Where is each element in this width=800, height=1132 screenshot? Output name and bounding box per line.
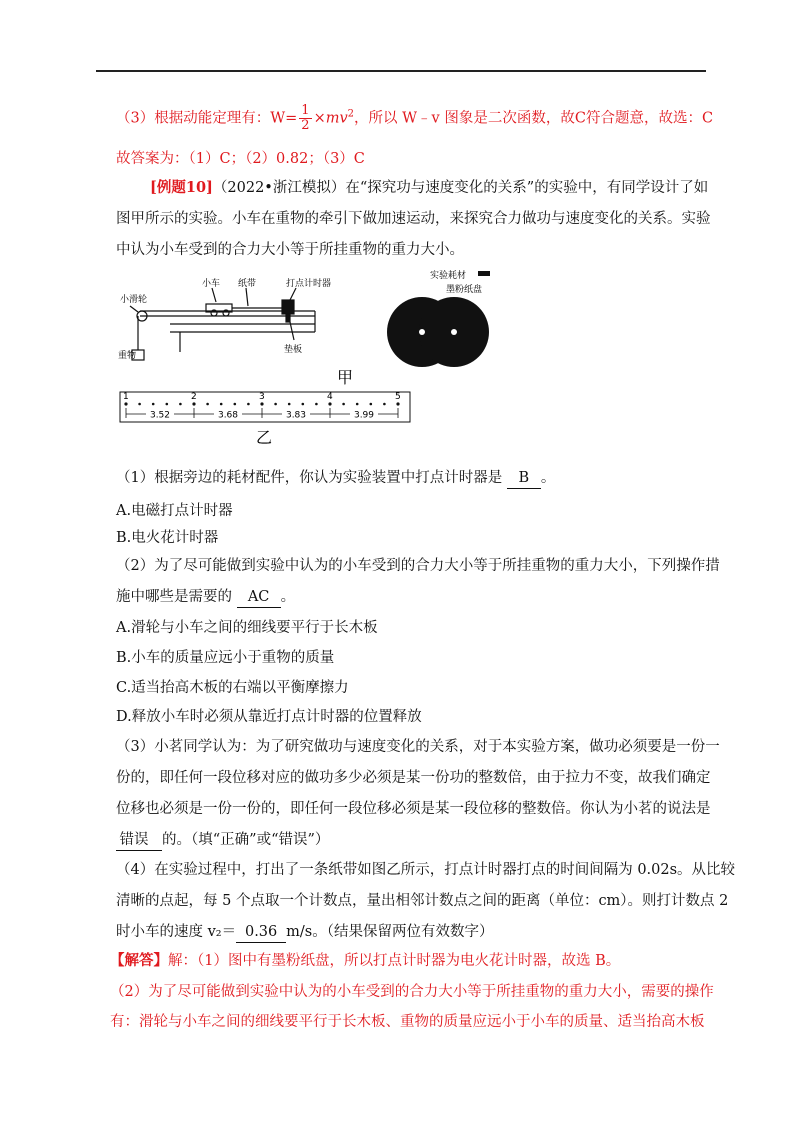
example-source: （2022•浙江模拟）	[212, 180, 346, 196]
tape-strip	[120, 392, 410, 422]
label-ink-disc: 墨粉纸盘	[446, 285, 483, 295]
tape-dot	[247, 403, 250, 406]
times-sign: ×	[313, 110, 326, 127]
q1-stem	[116, 468, 716, 489]
tape-dot	[288, 403, 291, 406]
distance-label: 3.68	[217, 410, 239, 421]
distance-label: 3.99	[353, 410, 375, 421]
count-point-label: 1	[123, 392, 129, 402]
q4-unit: m/s。（结果保留两位有效数字）	[286, 924, 494, 940]
q4-line-1: （4）在实验过程中，打出了一条纸带如图乙所示，打点计时器打点的时间间隔为 0.02s。从比较	[116, 862, 736, 878]
q3-line-2: 份的，即任何一段位移对应的做功多少必须是某一份功的整数倍，由于拉力不变，故我们确定	[116, 770, 711, 786]
example-line-2: 图甲所示的实验。小车在重物的牵引下做加速运动，来探究合力做功与速度变化的关系。实验	[116, 211, 711, 227]
q1-stem-text: （1）根据旁边的耗材配件，你认为实验装置中打点计时器是	[116, 470, 503, 486]
q4-answer: 0.36	[236, 922, 286, 943]
distance-label: 3.83	[285, 410, 307, 421]
solution-line-1	[110, 951, 710, 971]
tape-pointer	[246, 288, 248, 306]
distance-label: 3.52	[149, 410, 171, 421]
q1-option-b: B.电火花计时器	[116, 530, 219, 546]
q1-end: 。	[540, 470, 556, 486]
q2-option-a: A.滑轮与小车之间的细线要平行于长木板	[116, 620, 378, 636]
solution-line-2: （2）为了尽可能做到实验中认为的小车受到的合力大小等于所挂重物的重力大小，需要的操作	[110, 984, 714, 1000]
tape-dot	[234, 403, 237, 406]
ink-disc-left-hole	[419, 329, 425, 335]
pulley-pointer	[130, 306, 138, 312]
example-line-1	[150, 178, 750, 198]
tape-dot	[152, 403, 155, 406]
solution-tag: 【解答】	[110, 952, 168, 969]
tape-dot	[342, 403, 345, 406]
q3-tail: 的。（填“正确”或“错误”）	[162, 832, 330, 848]
q3-answer: 错误	[116, 830, 162, 851]
prev-answer-q3	[116, 104, 716, 133]
q3-lead: （3）根据动能定理有：W=	[116, 110, 298, 127]
q1-option-a: A.电磁打点计时器	[116, 503, 233, 519]
count-point-label: 5	[395, 392, 401, 402]
q2-option-c: C.适当抬高木板的右端以平衡摩擦力	[116, 680, 349, 696]
fraction-denominator: 2	[301, 118, 310, 133]
timer-pointer	[290, 288, 296, 300]
exponent: 2	[347, 108, 355, 120]
tape-dot	[302, 403, 305, 406]
solution-line-3: 有：滑轮与小车之间的细线要平行于长木板、重物的质量应远小于小车的质量、适当抬高木板	[110, 1014, 705, 1030]
prev-final-answer: 故答案为：（1）C；（2）0.82；（3）C	[116, 151, 365, 167]
mass-symbol: m	[325, 110, 340, 127]
example-text-1: 在“探究功与速度变化的关系”的实验中，有同学设计了如	[345, 180, 709, 196]
count-point-label: 3	[259, 392, 265, 402]
label-yi: 乙	[256, 428, 273, 447]
tape-dot	[356, 403, 359, 406]
example-line-3: 中认为小车受到的合力大小等于所挂重物的重力大小。	[116, 242, 464, 258]
consumable-swatch	[478, 271, 490, 276]
count-point-label: 2	[191, 392, 197, 402]
count-point-dot	[124, 402, 127, 405]
count-point-dot	[260, 402, 263, 405]
label-tape: 纸带	[238, 279, 257, 289]
q2-answer: AC	[237, 587, 281, 608]
header-rule	[96, 70, 706, 72]
label-timer: 打点计时器	[286, 279, 332, 289]
count-point-label: 4	[327, 392, 333, 402]
label-consumable: 实验耗材	[430, 271, 467, 281]
example-tag: [例题10]	[150, 179, 213, 196]
pad-block	[286, 314, 290, 322]
q4-line-3	[116, 922, 716, 943]
q2-stem-2	[116, 587, 716, 608]
q2-stem-1: （2）为了尽可能做到实验中认为的小车受到的合力大小等于所挂重物的重力大小，下列操作措	[116, 558, 720, 574]
count-point-dot	[396, 402, 399, 405]
label-cart: 小车	[202, 279, 221, 289]
label-jia: 甲	[337, 368, 354, 387]
tape-dot	[383, 403, 386, 406]
tape-dot	[274, 403, 277, 406]
q3-line-1: （3）小茗同学认为：为了研究做功与速度变化的关系，对于本实验方案，做功必须要是一份一	[116, 739, 720, 755]
q3-line-4	[116, 830, 716, 851]
q2-stem-text: 施中哪些是需要的	[116, 589, 232, 605]
q2-option-d: D.释放小车时必须从靠近打点计时器的位置释放	[116, 709, 422, 725]
timer-body	[282, 300, 294, 314]
solution-text-1: 解：（1）图中有墨粉纸盘，所以打点计时器为电火花计时器，故选 B。	[168, 953, 621, 969]
tape-dot	[138, 403, 141, 406]
cart-pointer	[212, 288, 216, 302]
fraction-numerator: 1	[301, 103, 310, 118]
q3-tail: ，所以 W﹣v 图象是二次函数，故C符合题意，故选：C	[354, 110, 714, 127]
label-pad: 垫板	[284, 345, 303, 355]
tape-dot	[220, 403, 223, 406]
experiment-figure	[110, 266, 630, 452]
tape-dot	[315, 403, 318, 406]
velocity-symbol: v	[339, 110, 348, 127]
tape-dot	[179, 403, 182, 406]
q2-option-b: B.小车的质量应远小于重物的质量	[116, 650, 335, 666]
q1-answer: B	[507, 468, 541, 489]
count-point-dot	[328, 402, 331, 405]
label-pulley: 小滑轮	[120, 295, 148, 305]
label-weight: 重物	[118, 351, 137, 361]
ink-disc-right-hole	[451, 329, 457, 335]
tape-dot	[206, 403, 209, 406]
fraction	[299, 104, 311, 133]
count-point-dot	[192, 402, 195, 405]
tape-dot	[166, 403, 169, 406]
pad-pointer	[290, 322, 294, 340]
q3-line-3: 位移也必须是一份一份的，即任何一段位移必须是某一段位移的整数倍。你认为小茗的说法是	[116, 801, 711, 817]
q2-end: 。	[280, 589, 296, 605]
tape-dot	[370, 403, 373, 406]
q4-line-2: 清晰的点起，每 5 个点取一个计数点，量出相邻计数点之间的距离（单位：cm）。则打计数点 2	[116, 893, 729, 909]
q4-lead: 时小车的速度 v₂＝	[116, 924, 237, 940]
